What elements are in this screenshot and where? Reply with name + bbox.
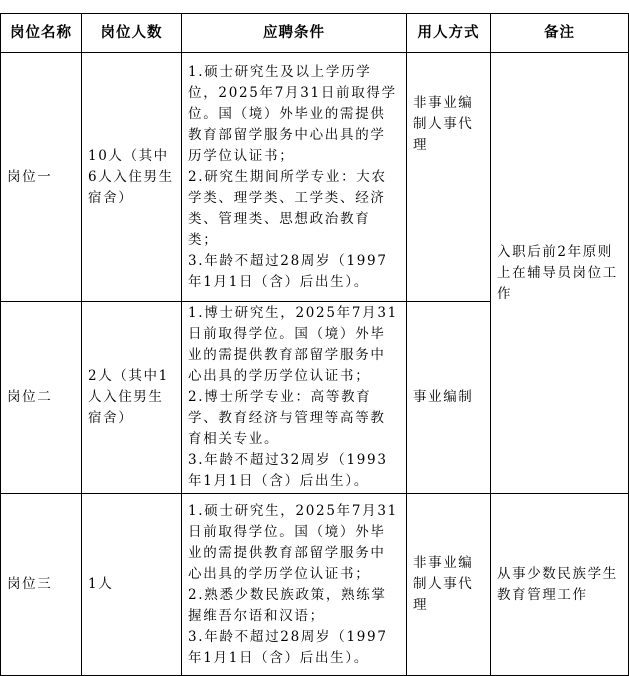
remarks-cell: 入职后前2年原则上在辅导员岗位工作: [491, 53, 629, 494]
requirement-item: 2.研究生期间所学专业：大农学类、理学类、工学类、经济类、管理类、思想政治教育类；: [188, 168, 387, 248]
table-header-row: [1, 14, 629, 53]
employment-type: 非事业编制人事代理: [407, 53, 491, 302]
requirement-item: 2.熟悉少数民族政策，熟练掌握维吾尔语和汉语；: [188, 586, 387, 624]
requirements-cell: [182, 302, 407, 494]
header-position-count: 岗位人数: [82, 14, 182, 53]
table-row: [1, 53, 629, 302]
employment-type: 非事业编制人事代理: [407, 494, 491, 676]
header-remarks: 备注: [491, 14, 629, 53]
requirement-item: 3.年龄不超过28周岁（1997年1月1日（含）后出生）。: [188, 628, 388, 666]
position-count: 1人: [82, 494, 182, 676]
requirement-item: 1.硕士研究生，2025年7月31日前取得学位。国（境）外毕业的需提供教育部留学服务中心出具的学历学位认证书；: [188, 502, 398, 582]
position-name: 岗位二: [1, 302, 82, 494]
remarks-cell: 从事少数民族学生教育管理工作: [491, 494, 629, 676]
requirement-item: 1.博士研究生，2025年7月31日前取得学位。国（境）外毕业的需提供教育部留学服务中心出具的学历学位认证书；: [188, 305, 398, 384]
requirements-cell: [182, 53, 407, 302]
position-count: 2人（其中1人入住男生宿舍）: [82, 302, 182, 494]
employment-type: 事业编制: [407, 302, 491, 494]
requirement-item: 1.硕士研究生及以上学历学位，2025年7月31日前取得学位。国（境）外毕业的需提供教育部留学服务中心出具的学历学位认证书；: [188, 63, 397, 164]
header-position-name: 岗位名称: [1, 14, 82, 53]
table-row: [1, 494, 629, 676]
position-name: 岗位一: [1, 53, 82, 302]
position-name: 岗位三: [1, 494, 82, 676]
position-count: 10人（其中6人入住男生宿舍）: [82, 53, 182, 302]
requirement-item: 3.年龄不超过28周岁（1997年1月1日（含）后出生）。: [188, 252, 388, 290]
recruitment-table: [0, 13, 629, 676]
requirement-item: 2.博士所学专业：高等教育学、教育经济与管理等高等教育相关专业。: [188, 389, 386, 447]
header-employment-type: 用人方式: [407, 14, 491, 53]
header-requirements: 应聘条件: [182, 14, 407, 53]
requirements-cell: [182, 494, 407, 676]
requirement-item: 3.年龄不超过32周岁（1993年1月1日（含）后出生）。: [188, 452, 388, 489]
